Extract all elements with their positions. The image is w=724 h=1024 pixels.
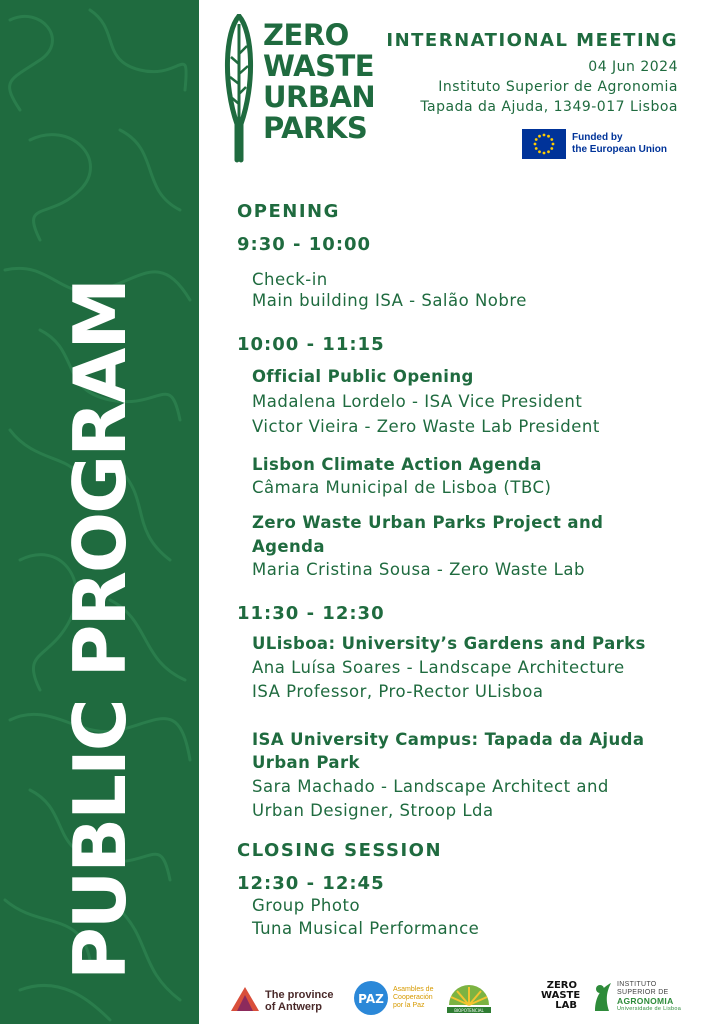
session-title: ISA University Campus: Tapada da Ajuda (252, 730, 645, 749)
isa-emblem-icon (591, 981, 613, 1013)
speaker-line: Sara Machado - Landscape Architect and (252, 777, 609, 796)
time-slot-4: 12:30 - 12:45 (237, 873, 385, 894)
closing-item: Tuna Musical Performance (252, 919, 480, 938)
sponsor-logos: The province of Antwerp PAZ Asambles de Cooperación por la Paz BIOPOTENCIAL ZERO WASTE LAB INSTITUTO SUPERIOR DE AGRONOMIA Universidade de Lisboa (199, 965, 724, 1024)
session-title-continued: Urban Park (252, 753, 360, 772)
public-program-title: PUBLIC PROGRAM (58, 279, 142, 981)
eu-funding-text: Funded by the European Union (572, 132, 667, 155)
closing-section-title: CLOSING SESSION (237, 840, 443, 861)
checkin-line: Check-in (252, 270, 328, 289)
svg-text:BIOPOTENCIAL: BIOPOTENCIAL (454, 1008, 484, 1013)
sunrise-icon (443, 981, 495, 1015)
speaker-line: Victor Vieira - Zero Waste Lab President (252, 417, 600, 436)
checkin-location: Main building ISA - Salão Nobre (252, 291, 527, 310)
speaker-line: Urban Designer, Stroop Lda (252, 801, 494, 820)
speaker-line: Madalena Lordelo - ISA Vice President (252, 392, 583, 411)
closing-item: Group Photo (252, 896, 361, 915)
biopotencial-logo (443, 981, 495, 1019)
session-title: Lisbon Climate Action Agenda (252, 455, 542, 474)
time-slot-3: 11:30 - 12:30 (237, 603, 385, 624)
opening-section-title: OPENING (237, 201, 340, 222)
time-slot-1: 9:30 - 10:00 (237, 234, 372, 255)
triangle-icon (229, 985, 261, 1013)
meeting-date: 04 Jun 2024 (588, 59, 678, 75)
speaker-line: ISA Professor, Pro-Rector ULisboa (252, 682, 544, 701)
time-slot-2: 10:00 - 11:15 (237, 334, 385, 355)
speaker-line: Maria Cristina Sousa - Zero Waste Lab (252, 560, 585, 579)
speaker-line: Ana Luísa Soares - Landscape Architecture (252, 658, 625, 677)
svg-text:PAZ: PAZ (358, 992, 384, 1006)
paz-circle-icon (353, 980, 389, 1016)
session-title: Zero Waste Urban Parks Project and (252, 513, 604, 532)
meeting-venue: Instituto Superior de Agronomia (438, 79, 678, 95)
logo-wordmark: ZERO WASTE URBAN PARKS (263, 18, 376, 145)
meeting-address: Tapada da Ajuda, 1349-017 Lisboa (420, 99, 678, 115)
session-title: Official Public Opening (252, 367, 474, 386)
meeting-title: INTERNATIONAL MEETING (386, 30, 678, 51)
session-title: ULisboa: University’s Gardens and Parks (252, 634, 646, 653)
speaker-line: Câmara Municipal de Lisboa (TBC) (252, 478, 552, 497)
session-title-continued: Agenda (252, 537, 325, 556)
